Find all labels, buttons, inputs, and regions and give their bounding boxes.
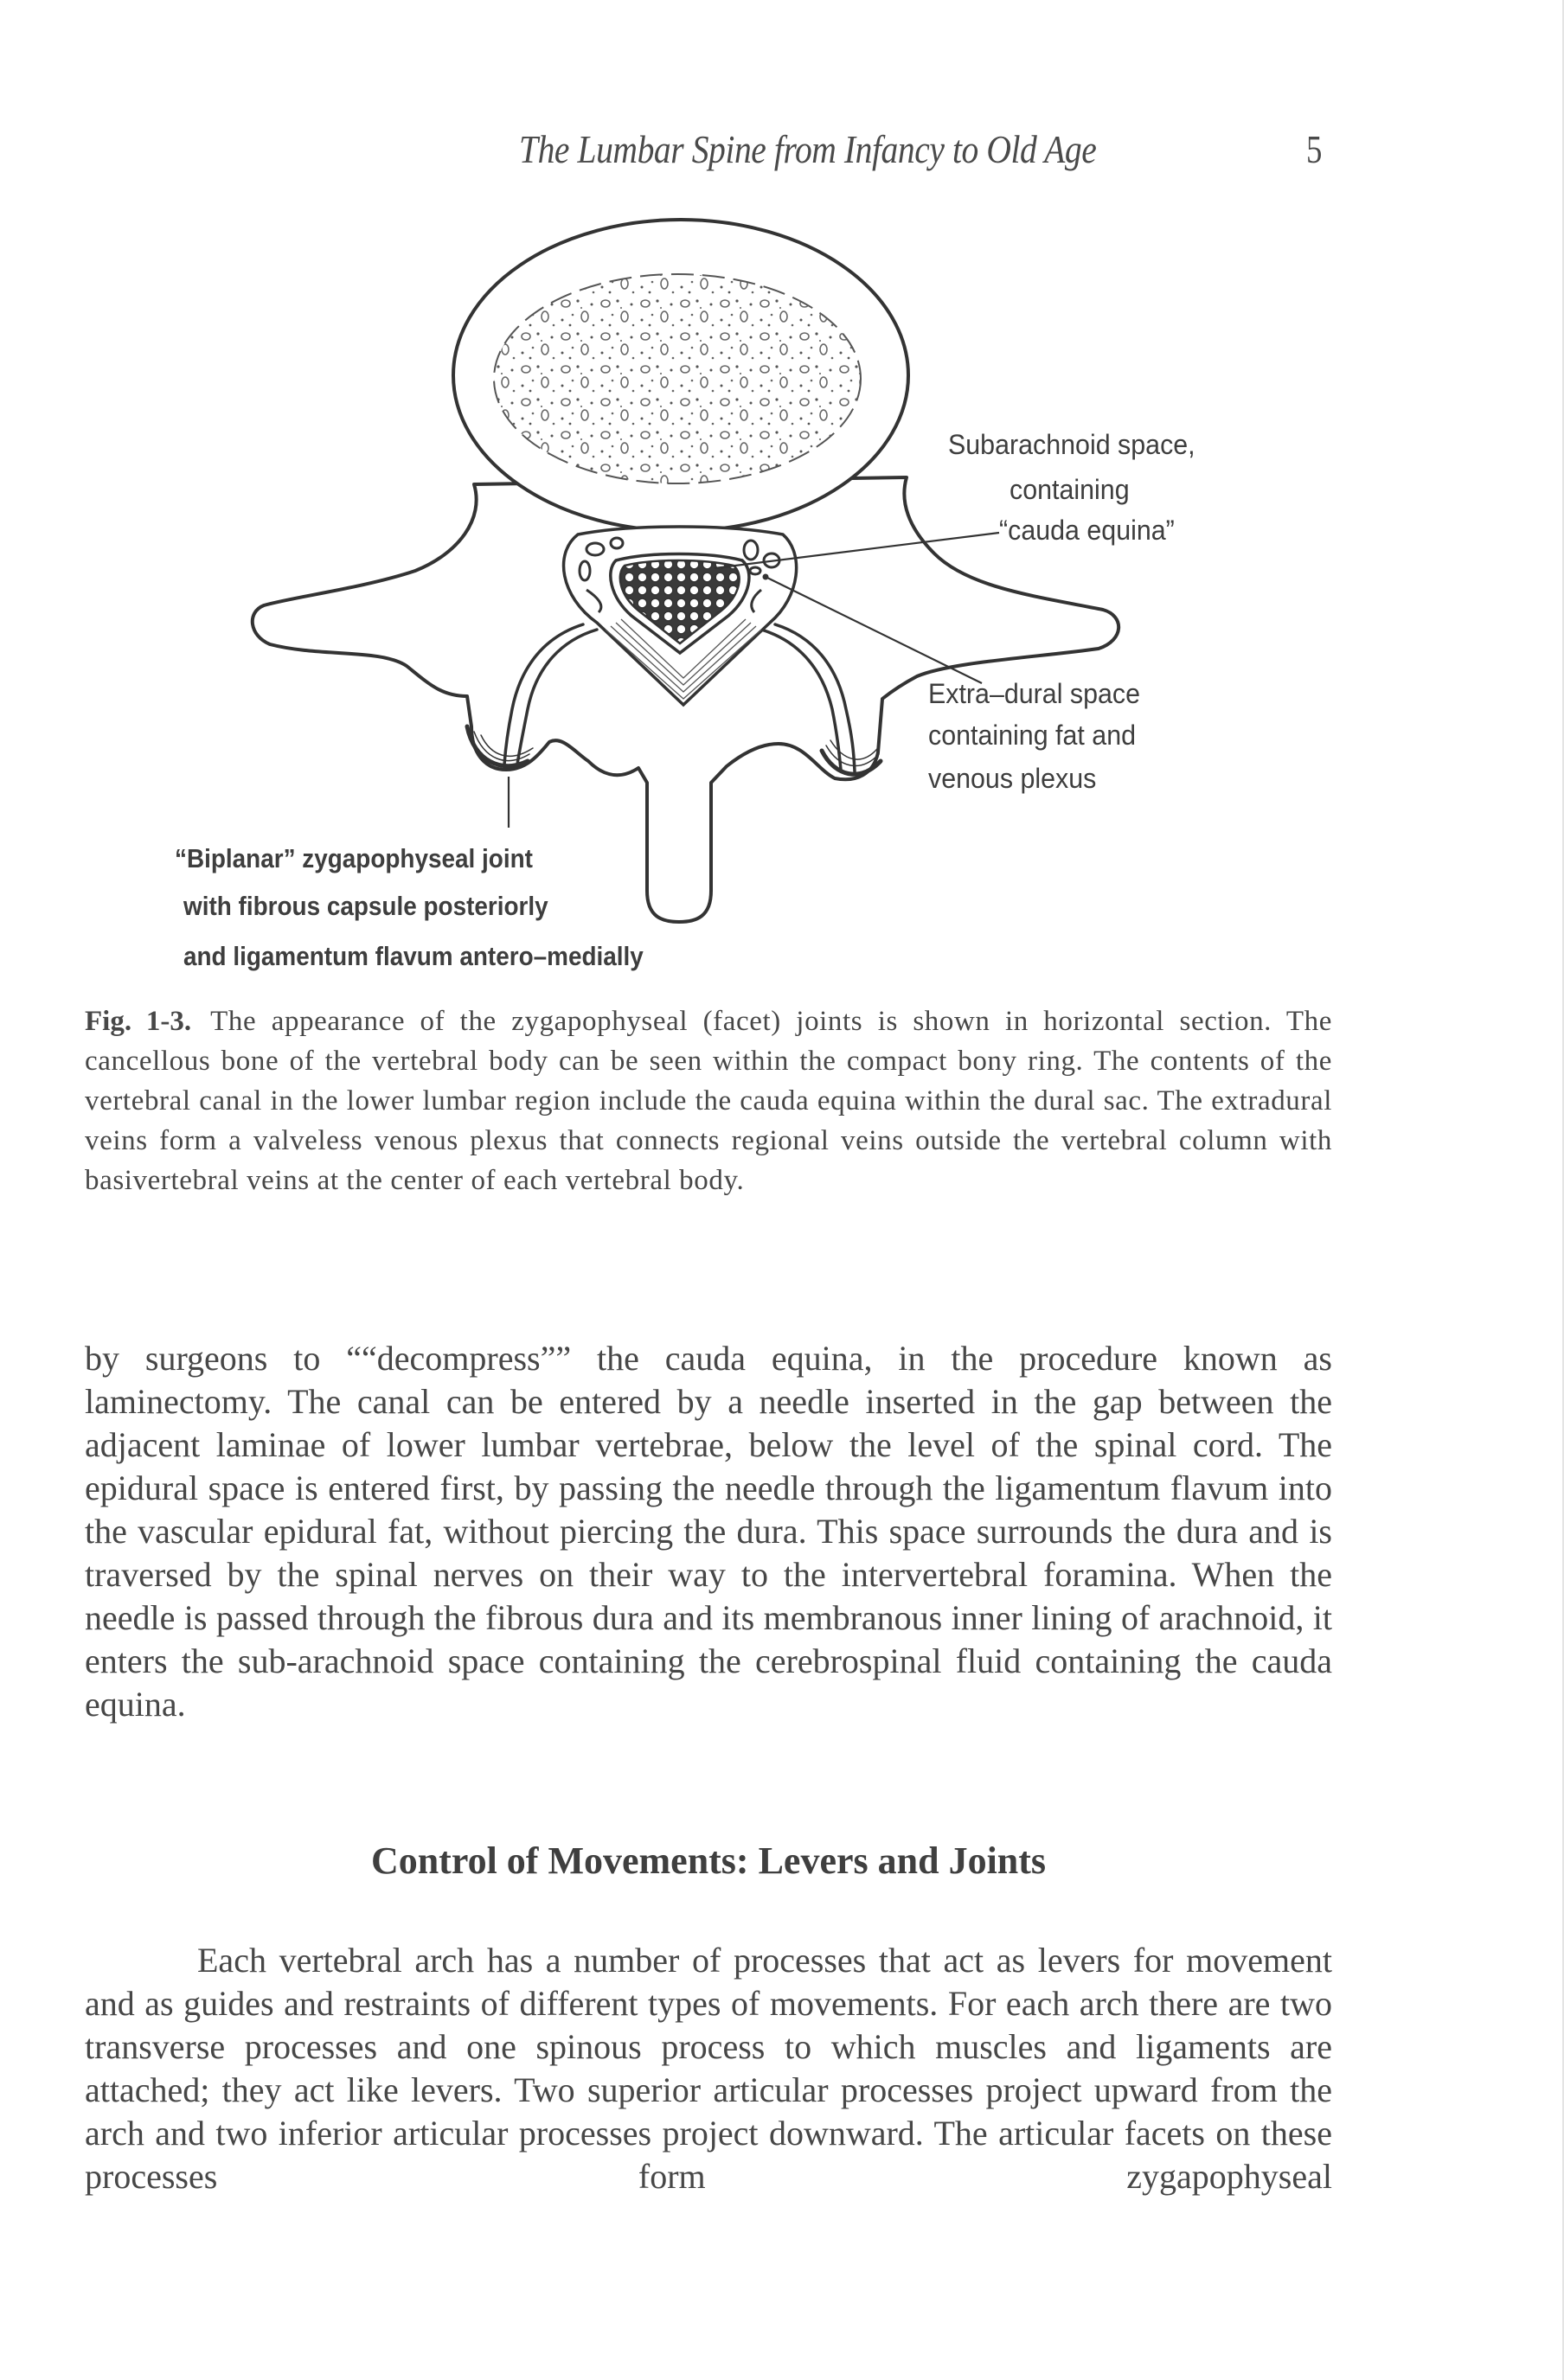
- label-subarachnoid-line-3: “cauda equina”: [999, 515, 1175, 546]
- label-subarachnoid-line-1: Subarachnoid space,: [948, 429, 1195, 460]
- label-subarachnoid-line-2: containing: [1010, 474, 1130, 505]
- label-extradural-line-1: Extra–dural space: [928, 678, 1141, 709]
- label-zygapophyseal-line-3: and ligamentum flavum antero–medially: [183, 941, 644, 971]
- label-zygapophyseal-line-1: “Biplanar” zygapophyseal joint: [175, 843, 533, 873]
- caption-text: The appearance of the zygapophyseal (facet) joints is shown in horizontal section. The cancellous bone of the vertebral body can be seen within the compact bony ring. The contents of the vertebral canal in the lower lumbar region include the cauda equina within the dural sac. The extradural veins form a valveless venous plexus that connects regional veins outside the vertebral column with basivertebral veins at the center of each vertebral body.: [85, 1006, 1332, 1196]
- running-head-title: The Lumbar Spine from Infancy to Old Age: [519, 127, 1097, 171]
- cancellous-bone: [494, 274, 861, 483]
- figure-caption: [85, 1001, 1332, 1200]
- label-zygapophyseal-line-2: with fibrous capsule posteriorly: [183, 891, 548, 921]
- label-extradural-line-3: venous plexus: [928, 763, 1097, 794]
- body-paragraph-2: Each vertebral arch has a number of processes that act as levers for movement and as guides and restraints of different types of movements. For each arch there are two transverse processes and one spinous process to which muscles and ligaments are attached; they act like levers. Two superior articular processes project upward from the arch and two inferior articular processes project downward. The articular facets on these processes form zygapophyseal: [85, 1941, 1332, 2196]
- section-heading: Control of Movements: Levers and Joints: [370, 1839, 1047, 1882]
- vertebra-cross-section-diagram: [0, 0, 1564, 951]
- body-paragraph-1: by surgeons to ““decompress”” the cauda equina, in the procedure known as laminectomy. The canal can be entered by a needle inserted in the gap between the adjacent laminae of lower lumbar vertebrae, below the level of the spinal cord. The epidural space is entered first, by passing the needle through the ligamentum flavum into the vascular epidural fat, without piercing the dura. This space surrounds the dura and is traversed by the spinal nerves on their way to the intervertebral foramina. When the needle is passed through the fibrous dura and its membranous inner lining of arachnoid, it enters the sub-arachnoid space containing the cerebrospinal fluid containing the cauda equina.: [85, 1339, 1332, 1724]
- figure-number: Fig. 1-3.: [85, 1006, 192, 1037]
- label-extradural-line-2: containing fat and: [928, 720, 1137, 751]
- page-number: 5: [1306, 127, 1323, 171]
